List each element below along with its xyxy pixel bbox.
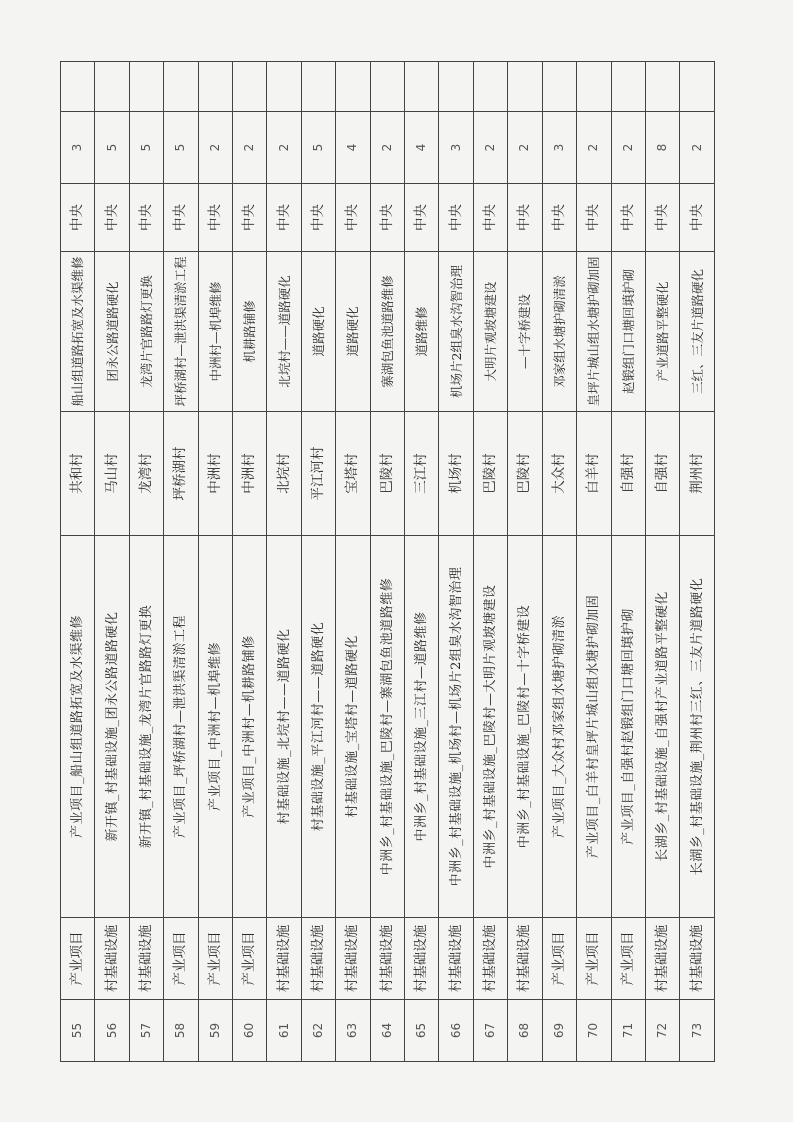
village: 马山村 (95, 412, 129, 536)
village: 自强村 (611, 412, 645, 536)
project-type: 村基础设施 (370, 918, 404, 1000)
construction-content: 皇坪片城山组水塘护砌加固 (577, 252, 611, 412)
construction-content: 机耕路铺修 (233, 252, 267, 412)
table-row (473, 62, 507, 1062)
village: 巴陵村 (508, 412, 542, 536)
row-number: 68 (508, 1000, 542, 1062)
project-table (60, 61, 715, 1062)
remark (336, 62, 370, 112)
project-type: 产业项目 (611, 918, 645, 1000)
remark (611, 62, 645, 112)
table-body (61, 62, 715, 1062)
project-type: 村基础设施 (267, 918, 301, 1000)
construction-content: 道路维修 (405, 252, 439, 412)
project-name: 新开镇_村基础设施_龙湾片官路路灯更换 (129, 536, 163, 918)
amount: 2 (577, 112, 611, 184)
remark (198, 62, 232, 112)
village: 中洲村 (233, 412, 267, 536)
construction-content: 北垸村——道路硬化 (267, 252, 301, 412)
remark (129, 62, 163, 112)
amount: 3 (61, 112, 95, 184)
project-type: 村基础设施 (129, 918, 163, 1000)
fund-source: 中央 (405, 184, 439, 252)
row-number: 70 (577, 1000, 611, 1062)
fund-source: 中央 (61, 184, 95, 252)
remark (405, 62, 439, 112)
fund-source: 中央 (508, 184, 542, 252)
fund-source: 中央 (473, 184, 507, 252)
row-number: 67 (473, 1000, 507, 1062)
table-row (611, 62, 645, 1062)
construction-content: 产业道路平整硬化 (645, 252, 679, 412)
project-type: 村基础设施 (405, 918, 439, 1000)
fund-source: 中央 (267, 184, 301, 252)
project-name: 产业项目_白羊村皇坪片城山组水塘护砌加固 (577, 536, 611, 918)
village: 龙湾村 (129, 412, 163, 536)
construction-content: 中洲村—机埠维修 (198, 252, 232, 412)
table-row (577, 62, 611, 1062)
amount: 5 (164, 112, 198, 184)
table-row (508, 62, 542, 1062)
remark (577, 62, 611, 112)
remark (95, 62, 129, 112)
remark (267, 62, 301, 112)
project-type: 村基础设施 (645, 918, 679, 1000)
rotated-table-sheet (60, 62, 715, 1062)
construction-content: 船山组道路拓宽及水渠维修 (61, 252, 95, 412)
fund-source: 中央 (233, 184, 267, 252)
amount: 5 (301, 112, 335, 184)
project-type: 产业项目 (164, 918, 198, 1000)
table-row (198, 62, 232, 1062)
row-number: 66 (439, 1000, 473, 1062)
project-name: 村基础设施_宝塔村—道路硬化 (336, 536, 370, 918)
village: 中洲村 (198, 412, 232, 536)
fund-source: 中央 (645, 184, 679, 252)
amount: 5 (129, 112, 163, 184)
amount: 4 (405, 112, 439, 184)
project-name: 村基础设施_平江河村——道路硬化 (301, 536, 335, 918)
table-row (267, 62, 301, 1062)
row-number: 65 (405, 1000, 439, 1062)
table-row (542, 62, 576, 1062)
project-type: 村基础设施 (95, 918, 129, 1000)
construction-content: 赵锻组门口塘回填护砌 (611, 252, 645, 412)
row-number: 58 (164, 1000, 198, 1062)
project-name: 中洲乡_村基础设施_巴陵村—寨湖包鱼池道路维修 (370, 536, 404, 918)
project-name: 长湖乡_村基础设施_荆州村三红、三友片道路硬化 (680, 536, 715, 918)
project-type: 村基础设施 (439, 918, 473, 1000)
row-number: 63 (336, 1000, 370, 1062)
table-row (645, 62, 679, 1062)
construction-content: 机场片2组臭水沟智治理 (439, 252, 473, 412)
remark (439, 62, 473, 112)
fund-source: 中央 (301, 184, 335, 252)
table-row (61, 62, 95, 1062)
amount: 2 (680, 112, 715, 184)
construction-content: 大明片观坡塘建设 (473, 252, 507, 412)
amount: 5 (95, 112, 129, 184)
remark (301, 62, 335, 112)
amount: 3 (439, 112, 473, 184)
project-name: 产业项目_船山组道路拓宽及水渠维修 (61, 536, 95, 918)
table-row (370, 62, 404, 1062)
project-type: 产业项目 (542, 918, 576, 1000)
table-row (680, 62, 715, 1062)
village: 机场村 (439, 412, 473, 536)
table-row (439, 62, 473, 1062)
remark (508, 62, 542, 112)
village: 自强村 (645, 412, 679, 536)
project-type: 产业项目 (577, 918, 611, 1000)
table-row (164, 62, 198, 1062)
village: 平江河村 (301, 412, 335, 536)
remark (164, 62, 198, 112)
village: 白羊村 (577, 412, 611, 536)
construction-content: —十字桥建设 (508, 252, 542, 412)
row-number: 62 (301, 1000, 335, 1062)
row-number: 72 (645, 1000, 679, 1062)
remark (370, 62, 404, 112)
amount: 2 (267, 112, 301, 184)
table-row (129, 62, 163, 1062)
village: 荆州村 (680, 412, 715, 536)
table-row (233, 62, 267, 1062)
project-name: 产业项目_中洲村—机耕路铺修 (233, 536, 267, 918)
amount: 2 (370, 112, 404, 184)
remark (233, 62, 267, 112)
fund-source: 中央 (611, 184, 645, 252)
row-number: 71 (611, 1000, 645, 1062)
row-number: 69 (542, 1000, 576, 1062)
village: 坪桥湖村 (164, 412, 198, 536)
fund-source: 中央 (680, 184, 715, 252)
remark (680, 62, 715, 112)
village: 大众村 (542, 412, 576, 536)
project-name: 产业项目_坪桥湖村—泄洪渠清淤工程 (164, 536, 198, 918)
remark (473, 62, 507, 112)
row-number: 57 (129, 1000, 163, 1062)
village: 三江村 (405, 412, 439, 536)
row-number: 55 (61, 1000, 95, 1062)
village: 共和村 (61, 412, 95, 536)
project-name: 中洲乡_村基础设施_机场村—机场片2组臭水沟智治理 (439, 536, 473, 918)
row-number: 56 (95, 1000, 129, 1062)
construction-content: 寨湖包鱼池道路维修 (370, 252, 404, 412)
project-type: 村基础设施 (301, 918, 335, 1000)
village: 巴陵村 (370, 412, 404, 536)
amount: 3 (542, 112, 576, 184)
village: 宝塔村 (336, 412, 370, 536)
amount: 8 (645, 112, 679, 184)
village: 北垸村 (267, 412, 301, 536)
fund-source: 中央 (198, 184, 232, 252)
project-type: 产业项目 (198, 918, 232, 1000)
row-number: 64 (370, 1000, 404, 1062)
remark (645, 62, 679, 112)
fund-source: 中央 (439, 184, 473, 252)
table-row (405, 62, 439, 1062)
project-type: 村基础设施 (473, 918, 507, 1000)
construction-content: 坪桥湖村—泄洪渠清淤工程 (164, 252, 198, 412)
construction-content: 道路硬化 (301, 252, 335, 412)
construction-content: 邓家组水塘护砌清淤 (542, 252, 576, 412)
construction-content: 团永公路道路硬化 (95, 252, 129, 412)
table-row (95, 62, 129, 1062)
project-type: 产业项目 (61, 918, 95, 1000)
project-name: 中洲乡_村基础设施_三江村—道路维修 (405, 536, 439, 918)
project-type: 产业项目 (233, 918, 267, 1000)
fund-source: 中央 (95, 184, 129, 252)
amount: 2 (611, 112, 645, 184)
construction-content: 道路硬化 (336, 252, 370, 412)
construction-content: 三红、三友片道路硬化 (680, 252, 715, 412)
table-row (336, 62, 370, 1062)
amount: 4 (336, 112, 370, 184)
fund-source: 中央 (129, 184, 163, 252)
project-name: 长湖乡_村基础设施_自强村产业道路平整硬化 (645, 536, 679, 918)
amount: 2 (473, 112, 507, 184)
fund-source: 中央 (542, 184, 576, 252)
fund-source: 中央 (164, 184, 198, 252)
fund-source: 中央 (336, 184, 370, 252)
project-name: 新开镇_村基础设施_团永公路道路硬化 (95, 536, 129, 918)
project-type: 村基础设施 (508, 918, 542, 1000)
row-number: 73 (680, 1000, 715, 1062)
amount: 2 (233, 112, 267, 184)
fund-source: 中央 (370, 184, 404, 252)
project-name: 中洲乡_村基础设施_巴陵村—十字桥建设 (508, 536, 542, 918)
table-row (301, 62, 335, 1062)
fund-source: 中央 (577, 184, 611, 252)
amount: 2 (198, 112, 232, 184)
project-type: 村基础设施 (336, 918, 370, 1000)
remark (61, 62, 95, 112)
project-type: 村基础设施 (680, 918, 715, 1000)
row-number: 60 (233, 1000, 267, 1062)
project-name: 村基础设施_北垸村——道路硬化 (267, 536, 301, 918)
remark (542, 62, 576, 112)
row-number: 61 (267, 1000, 301, 1062)
village: 巴陵村 (473, 412, 507, 536)
row-number: 59 (198, 1000, 232, 1062)
project-name: 产业项目_中洲村—机埠维修 (198, 536, 232, 918)
project-name: 产业项目_大众村邓家组水塘护砌清淤 (542, 536, 576, 918)
amount: 2 (508, 112, 542, 184)
project-name: 产业项目_自强村赵锻组门口塘回填护砌 (611, 536, 645, 918)
project-name: 中洲乡_村基础设施_巴陵村—大明片观坡塘建设 (473, 536, 507, 918)
construction-content: 龙湾片官路路灯更换 (129, 252, 163, 412)
